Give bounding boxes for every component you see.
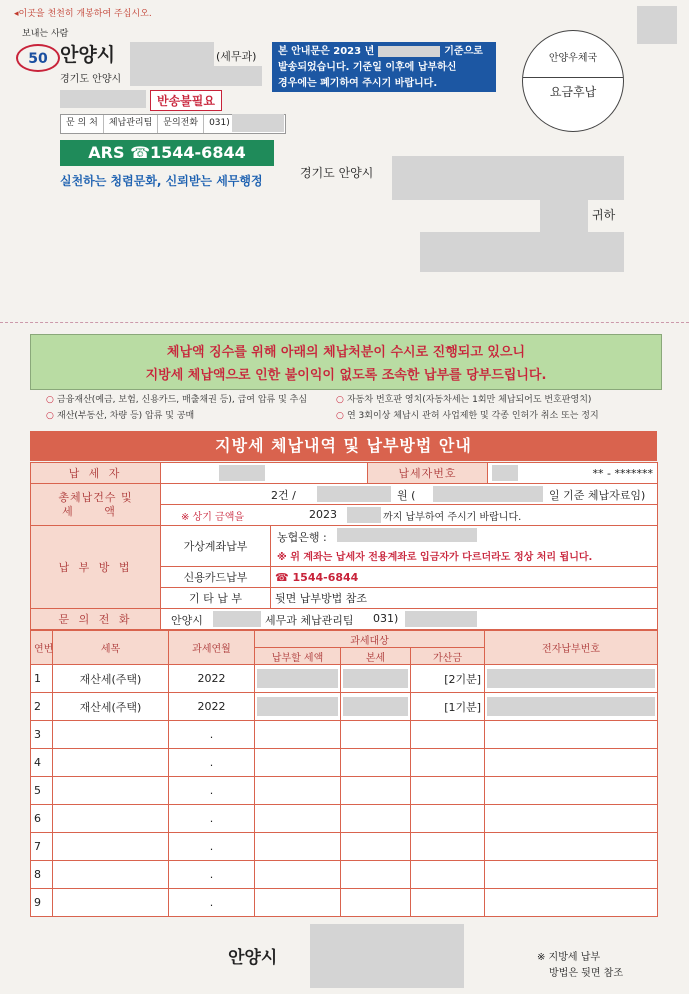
row-epay (485, 805, 658, 833)
row-item: 재산세(주택) (53, 693, 169, 721)
row-penalty (411, 861, 485, 889)
row-due (255, 693, 341, 721)
row-principal (341, 889, 411, 917)
row-item (53, 805, 169, 833)
row-due (255, 749, 341, 777)
redacted-block (433, 486, 543, 502)
taxpayer-label: 납 세 자 (31, 463, 161, 484)
row-year: . (169, 833, 255, 861)
col-year: 과세연월 (169, 631, 255, 665)
row-no: 2 (31, 693, 53, 721)
row-penalty (411, 777, 485, 805)
table-row (31, 889, 658, 917)
row-year: . (169, 749, 255, 777)
note-suffix: 까지 납부하여 주시기 바랍니다. (383, 512, 522, 523)
row-penalty: [1기분] (411, 693, 485, 721)
recipient-honorific: 귀하 (592, 208, 616, 222)
row-item (53, 749, 169, 777)
redacted-block (257, 697, 338, 716)
warning-banner (30, 334, 662, 390)
redacted-block (130, 42, 214, 66)
row-penalty (411, 749, 485, 777)
row-principal (341, 777, 411, 805)
redacted-block (420, 232, 624, 272)
redacted-block (232, 114, 284, 132)
row-no: 7 (31, 833, 53, 861)
row-no: 9 (31, 889, 53, 917)
row-due (255, 777, 341, 805)
row-no: 5 (31, 777, 53, 805)
main-title: 지방세 체납내역 및 납부방법 안내 (30, 431, 657, 461)
row-epay (485, 749, 658, 777)
row-no: 4 (31, 749, 53, 777)
row-due (255, 805, 341, 833)
card-label: 신용카드납부 (161, 567, 271, 588)
bullet-2: ○ 자동차 번호판 영치(자동차세는 1회만 체납되어도 번호판영치) (336, 395, 592, 405)
notice-line1: 본 안내문은 2023 년 (278, 46, 375, 57)
phone-prefix: 031) (209, 118, 230, 128)
col-target: 과세대상 (255, 631, 485, 648)
redacted-block (130, 66, 262, 86)
ars-phone: ARS ☎1544-6844 (60, 140, 274, 166)
won-label: 원 ( (397, 489, 416, 502)
redacted-block (317, 486, 391, 502)
table-row (31, 833, 658, 861)
total-label-2: 세 액 (62, 504, 129, 518)
row-epay (485, 833, 658, 861)
row-due (255, 833, 341, 861)
row-item (53, 889, 169, 917)
col-item: 세목 (53, 631, 169, 665)
row-no: 6 (31, 805, 53, 833)
other-label: 기 타 납 부 (161, 588, 271, 609)
post-office: 안양우체국 (548, 53, 598, 64)
redacted-block (343, 669, 408, 688)
arrears-detail-table (30, 630, 658, 917)
taxpayer-no: ** - ******* (592, 466, 653, 480)
redacted-block (492, 465, 518, 481)
row-year: 2022 (169, 665, 255, 693)
footer-note-1: ※ 지방세 납부 (537, 952, 601, 963)
row-principal (341, 833, 411, 861)
redacted-block (213, 611, 261, 627)
col-epay: 전자납부번호 (485, 631, 658, 665)
perforation (0, 322, 689, 323)
row-principal (341, 749, 411, 777)
bullet-3: ○ 재산(부동산, 차량 등) 압류 및 공매 (46, 411, 195, 421)
contact-phone: 031) (373, 612, 399, 625)
no-return-stamp: 반송불필요 (150, 90, 222, 111)
redacted-block (219, 465, 265, 481)
card-phone: ☎ 1544-6844 (271, 567, 658, 588)
inquiry-team: 체납관리팀 (104, 115, 158, 133)
note-year: 2023 (309, 508, 337, 521)
bullet-1-text: 금융재산(예금, 보험, 신용카드, 매출채권 등), 급여 압류 및 추심 (57, 395, 308, 405)
bank-label: 농협은행 : (277, 531, 327, 544)
redacted-block (378, 46, 440, 57)
row-no: 1 (31, 665, 53, 693)
banner-line1: 체납액 징수를 위해 아래의 체납처분이 수시로 진행되고 있으니 (166, 345, 526, 360)
footer-note-2: 방법은 뒷면 참조 (549, 968, 623, 979)
notice-line3: 경우에는 폐기하여 주시기 바랍니다. (278, 78, 438, 89)
arrears-count: 2건 / (271, 489, 296, 502)
sender-label: 보내는 사람 (22, 29, 69, 39)
row-due (255, 721, 341, 749)
contact-team: 세무과 체납관리팀 (265, 614, 354, 627)
virtual-note: ※ 위 계좌는 납세자 전용계좌로 입금자가 다르더라도 정상 처리 됩니다. (277, 552, 593, 563)
redacted-block (347, 507, 381, 523)
row-penalty (411, 833, 485, 861)
sender-dept: (세무과) (216, 50, 257, 63)
col-no: 연번 (31, 631, 53, 665)
table-row (31, 665, 658, 693)
col-principal: 본세 (341, 648, 411, 665)
note-prefix: ※ 상기 금액을 (181, 512, 245, 523)
redacted-block (257, 669, 338, 688)
row-principal (341, 805, 411, 833)
table-row (31, 805, 658, 833)
redacted-block (405, 611, 477, 627)
date-notice (272, 42, 496, 92)
contact-city: 안양시 (171, 614, 203, 627)
row-year: . (169, 889, 255, 917)
row-item (53, 777, 169, 805)
row-principal (341, 861, 411, 889)
row-epay (485, 721, 658, 749)
open-notice: ◂이곳을 천천히 개봉하여 주십시오. (14, 9, 152, 19)
row-item: 재산세(주택) (53, 665, 169, 693)
slogan: 실천하는 청렴문화, 신뢰받는 세무행정 (60, 174, 263, 188)
total-label-1: 총체납건수 및 (58, 490, 133, 504)
notice-line2: 발송되었습니다. 기준일 이후에 납부하신 (278, 62, 457, 73)
row-no: 8 (31, 861, 53, 889)
postage-type: 요금후납 (549, 85, 597, 99)
other-value: 뒷면 납부방법 참조 (271, 588, 658, 609)
postage-mark (522, 30, 624, 132)
row-principal (341, 721, 411, 749)
row-item (53, 721, 169, 749)
row-epay (485, 665, 658, 693)
virtual-label: 가상계좌납부 (161, 526, 271, 567)
row-year: . (169, 777, 255, 805)
redacted-block (487, 697, 655, 716)
bullet-2-text: 자동차 번호판 영치(자동차세는 1회만 체납되어도 번호판영치) (347, 395, 592, 405)
table-row (31, 693, 658, 721)
table-row (31, 861, 658, 889)
col-penalty: 가산금 (411, 648, 485, 665)
arrears-info-table (30, 462, 658, 630)
redacted-block (310, 924, 464, 988)
table-row (31, 721, 658, 749)
row-principal (341, 693, 411, 721)
phone-label: 문의전화 (158, 115, 204, 133)
row-epay (485, 777, 658, 805)
table-row (31, 749, 658, 777)
banner-line2: 지방세 체납액으로 인한 불이익이 없도록 조속한 납부를 당부드립니다. (145, 368, 547, 383)
basis-text: 일 기준 체납자료임) (549, 489, 646, 502)
row-year: . (169, 805, 255, 833)
redacted-block (343, 697, 408, 716)
bullet-4: ○ 연 3회이상 체납시 관허 사업제한 및 각종 인허가 취소 또는 정지 (336, 411, 599, 421)
row-penalty (411, 805, 485, 833)
col-due: 납부할 세액 (255, 648, 341, 665)
row-epay (485, 693, 658, 721)
row-no: 3 (31, 721, 53, 749)
table-row (31, 777, 658, 805)
city-logo: 50 (16, 44, 60, 72)
redacted-block (392, 156, 624, 200)
row-due (255, 889, 341, 917)
bullet-4-text: 연 3회이상 체납시 관허 사업제한 및 각종 인허가 취소 또는 정지 (347, 411, 599, 421)
bullet-3-text: 재산(부동산, 차량 등) 압류 및 공매 (57, 411, 195, 421)
taxpayer-no-label: 납세자번호 (368, 463, 488, 484)
footer-city: 안양시 (228, 948, 278, 968)
bullet-1: ○ 금융재산(예금, 보험, 신용카드, 매출채권 등), 급여 압류 및 추심 (46, 395, 308, 405)
row-year: 2022 (169, 693, 255, 721)
row-item (53, 861, 169, 889)
row-year: . (169, 861, 255, 889)
contact-label: 문 의 전 화 (31, 609, 161, 630)
row-penalty (411, 889, 485, 917)
redacted-block (540, 200, 588, 232)
row-penalty: [2기분] (411, 665, 485, 693)
recipient-address: 경기도 안양시 (300, 166, 374, 180)
redacted-block (60, 90, 146, 108)
method-label: 납 부 방 법 (31, 526, 161, 609)
row-penalty (411, 721, 485, 749)
row-year: . (169, 721, 255, 749)
row-epay (485, 861, 658, 889)
redacted-block (637, 6, 677, 44)
row-principal (341, 665, 411, 693)
inquiry-label: 문 의 처 (61, 115, 104, 133)
row-epay (485, 889, 658, 917)
redacted-block (487, 669, 655, 688)
notice-line1b: 기준으로 (444, 46, 483, 57)
row-item (53, 833, 169, 861)
row-due (255, 861, 341, 889)
row-due (255, 665, 341, 693)
sender-city: 안양시 (60, 44, 116, 66)
redacted-block (337, 528, 477, 542)
sender-address: 경기도 안양시 (60, 74, 122, 85)
